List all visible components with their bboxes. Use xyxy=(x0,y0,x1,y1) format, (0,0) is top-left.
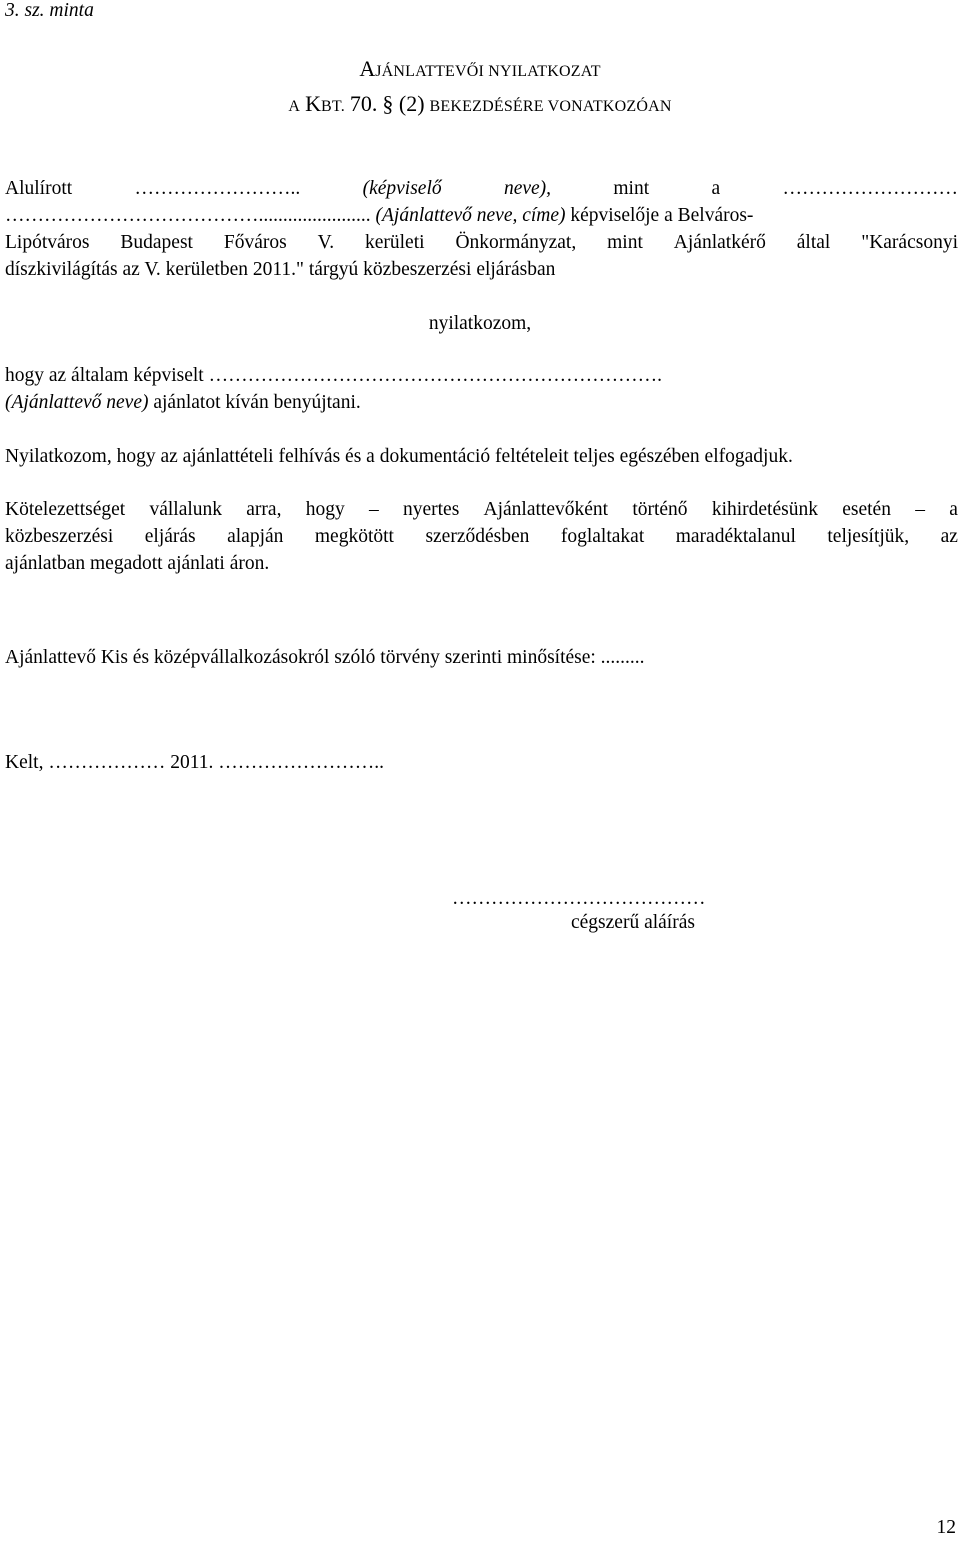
para2-line1: hogy az általam képviselt ……………………………………………………………. xyxy=(5,365,662,386)
para4-line2: közbeszerzési eljárás alapján megkötött szerződésben foglaltakat maradéktalanul teljesítjük, az xyxy=(5,526,958,547)
para1-line1: Alulírott …………………….. (képviselő neve), mint a ……………………… xyxy=(5,178,958,199)
para1-line2: …………………………………....................... (Ajánlattevő neve, címe) képviselője a Belváros- xyxy=(5,205,754,226)
sme-qualification-line: Ajánlattevő Kis és középvállalkozásokról szóló törvény szerinti minősítése: ......... xyxy=(5,647,645,668)
para3-acceptance: Nyilatkozom, hogy az ajánlattételi felhívás és a dokumentáció feltételeit teljes egészében elfogadjuk. xyxy=(5,446,793,467)
para4-line1: Kötelezettséget vállalunk arra, hogy – nyertes Ajánlattevőként történő kihirdetésünk esetén – a xyxy=(5,499,958,520)
signature-dots: ………………………………… xyxy=(452,888,706,909)
document-title-line2: A KBT. 70. § (2) BEKEZDÉSÉRE VONATKOZÓAN xyxy=(288,91,672,116)
sample-label: 3. sz. minta xyxy=(5,0,94,21)
para1-line3: Lipótváros Budapest Főváros V. kerületi Önkormányzat, mint Ajánlatkérő által "Karácsonyi xyxy=(5,232,958,253)
page-number: 12 xyxy=(936,1517,956,1538)
para2-line2: (Ajánlattevő neve) ajánlatot kíván benyújtani. xyxy=(5,392,361,413)
para4-line3: ajánlatban megadott ajánlati áron. xyxy=(5,553,270,574)
signature-label: cégszerű aláírás xyxy=(571,912,695,933)
declaration-heading: nyilatkozom, xyxy=(428,313,532,334)
para1-line4: díszkivilágítás az V. kerületben 2011." tárgyú közbeszerzési eljárásban xyxy=(5,259,556,280)
document-title-line1: AJÁNLATTEVŐI NYILATKOZAT xyxy=(359,56,601,81)
date-line: Kelt, ……………… 2011. …………………….. xyxy=(5,752,384,773)
